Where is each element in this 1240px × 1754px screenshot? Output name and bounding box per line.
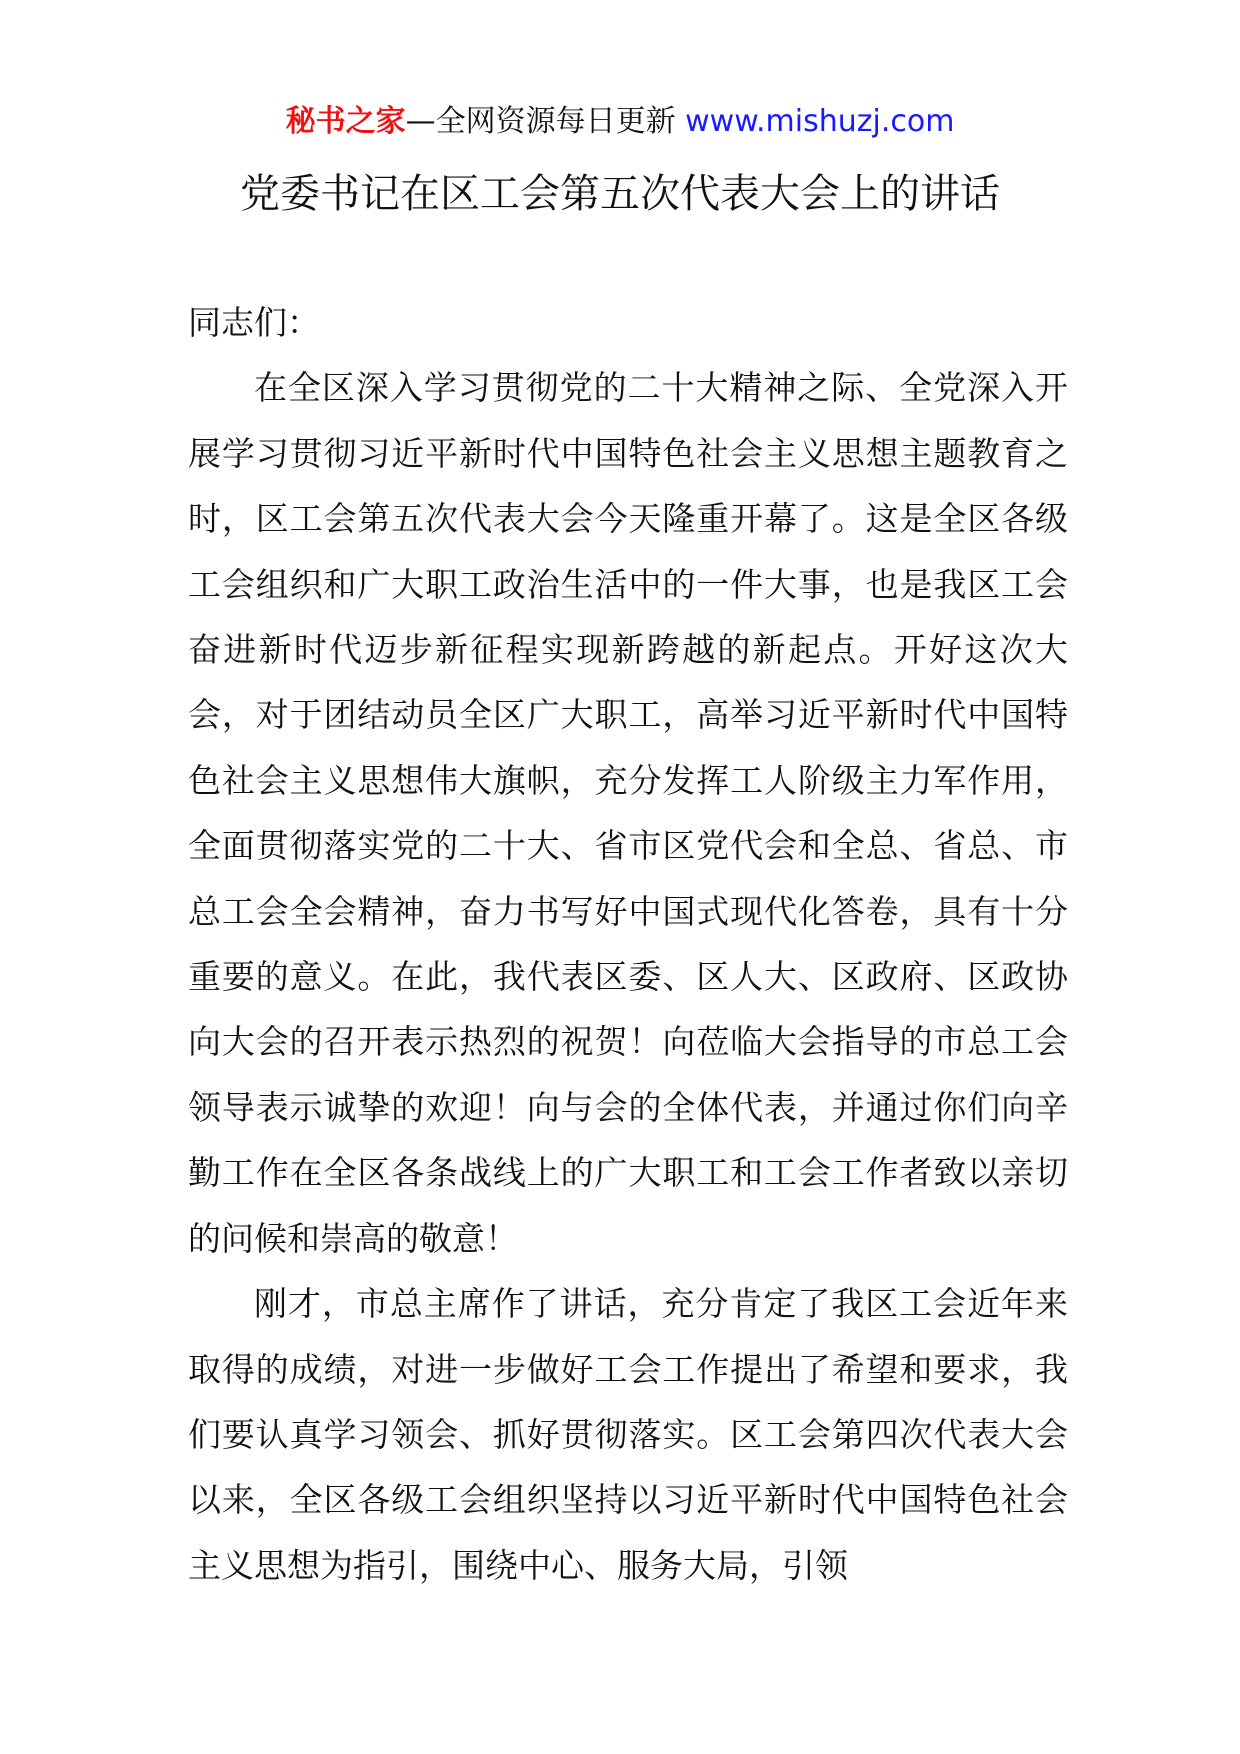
site-header bbox=[0, 102, 1240, 142]
document-body bbox=[188, 290, 1068, 1598]
site-brand: 秘书之家 bbox=[285, 104, 406, 139]
salutation: 同志们： bbox=[188, 303, 320, 342]
site-url[interactable]: www.mishuzj.com bbox=[685, 104, 955, 139]
site-tagline: —全网资源每日更新 bbox=[405, 104, 686, 139]
document-title: 党委书记在区工会第五次代表大会上的讲话 bbox=[240, 171, 1000, 217]
paragraph-2: 刚才，市总主席作了讲话，充分肯定了我区工会近年来取得的成绩，对进一步做好工会工作提出了希望和要求，我们要认真学习领会、抓好贯彻落实。区工会第四次代表大会以来，全区各级工会组织坚持以习近平新时代中国特色社会主义思想为指引，围绕中心、服务大局，引领 bbox=[188, 1284, 1068, 1585]
paragraph-1: 在全区深入学习贯彻党的二十大精神之际、全党深入开展学习贯彻习近平新时代中国特色社会主义思想主题教育之时，区工会第五次代表大会今天隆重开幕了。这是全区各级工会组织和广大职工政治生活中的一件大事，也是我区工会奋进新时代迈步新征程实现新跨越的新起点。开好这次大会，对于团结动员全区广大职工，高举习近平新时代中国特色社会主义思想伟大旗帜，充分发挥工人阶级主力军作用，全面贯彻落实党的二十大、省市区党代会和全总、省总、市总工会全会精神，奋力书写好中国式现代化答卷，具有十分重要的意义。在此，我代表区委、区人大、区政府、区政协向大会的召开表示热烈的祝贺！向莅临大会指导的市总工会领导表示诚挚的欢迎！向与会的全体代表，并通过你们向辛勤工作在全区各条战线上的广大职工和工会工作者致以亲切的问候和崇高的敬意！ bbox=[188, 368, 1068, 1258]
